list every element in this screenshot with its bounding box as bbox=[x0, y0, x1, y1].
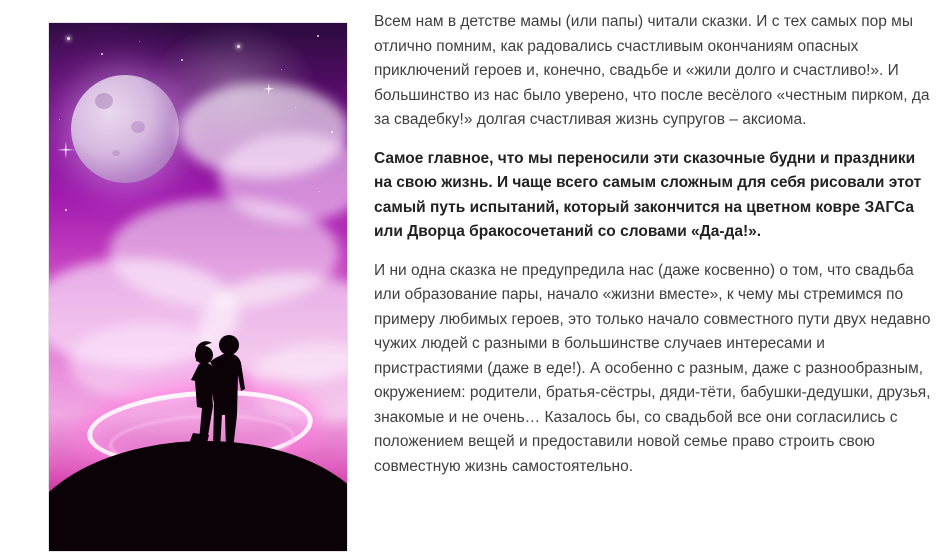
article-paragraph-2: Самое главное, что мы переносили эти сказочные будни и праздники на свою жизнь. И чаще всего самым сложным для себя рисовали этот самый путь испытаний, который закончится на цветном ковре ЗАГСа или Дворца бракосочетаний со словами «Да-да!». bbox=[374, 149, 922, 240]
star-icon bbox=[101, 53, 103, 55]
moon-icon bbox=[71, 75, 179, 183]
star-icon bbox=[317, 35, 319, 37]
article-paragraph-1: Всем нам в детстве мамы (или папы) читали сказки. И с тех самых пор мы отлично помним, как радовались счастливым окончаниям опасных приключений героев и, конечно, свадьбе и «жили долго и счастливо!». И большинство из нас было уверено, что после весёлого «честным пирком, да за свадебку!» долгая счастливая жизнь супругов – аксиома. bbox=[374, 13, 930, 128]
star-icon bbox=[59, 119, 60, 120]
star-icon bbox=[67, 37, 70, 40]
star-icon bbox=[65, 209, 67, 211]
star-icon bbox=[281, 69, 282, 70]
article-paragraph-3: И ни одна сказка не предупредила нас (даже косвенно) о том, что свадьба или образование пары, начало «жизни вместе», к чему мы стремимся по примеру любимых героев, это только начало совместного пути двух недавно чужих людей с разными в большинстве случаев интересами и пристрастиями (даже в еде!). А особенно с разным, даже с разнообразным, окружением: родители, братья-сёстры, дяди-тёти, бабушки-дедушки, друзья, знакомые и не очень… Казалось бы, со свадьбой все они согласились с положением вещей и предоставили новой семье право строить свою совместную жизнь самостоятельно. bbox=[374, 261, 931, 475]
article-illustration bbox=[48, 22, 348, 552]
star-icon bbox=[181, 59, 183, 61]
article-body bbox=[374, 6, 935, 479]
star-icon bbox=[237, 45, 240, 48]
couple-silhouette-icon bbox=[177, 329, 263, 469]
star-icon bbox=[139, 41, 140, 42]
night-sky-scene bbox=[49, 23, 347, 551]
